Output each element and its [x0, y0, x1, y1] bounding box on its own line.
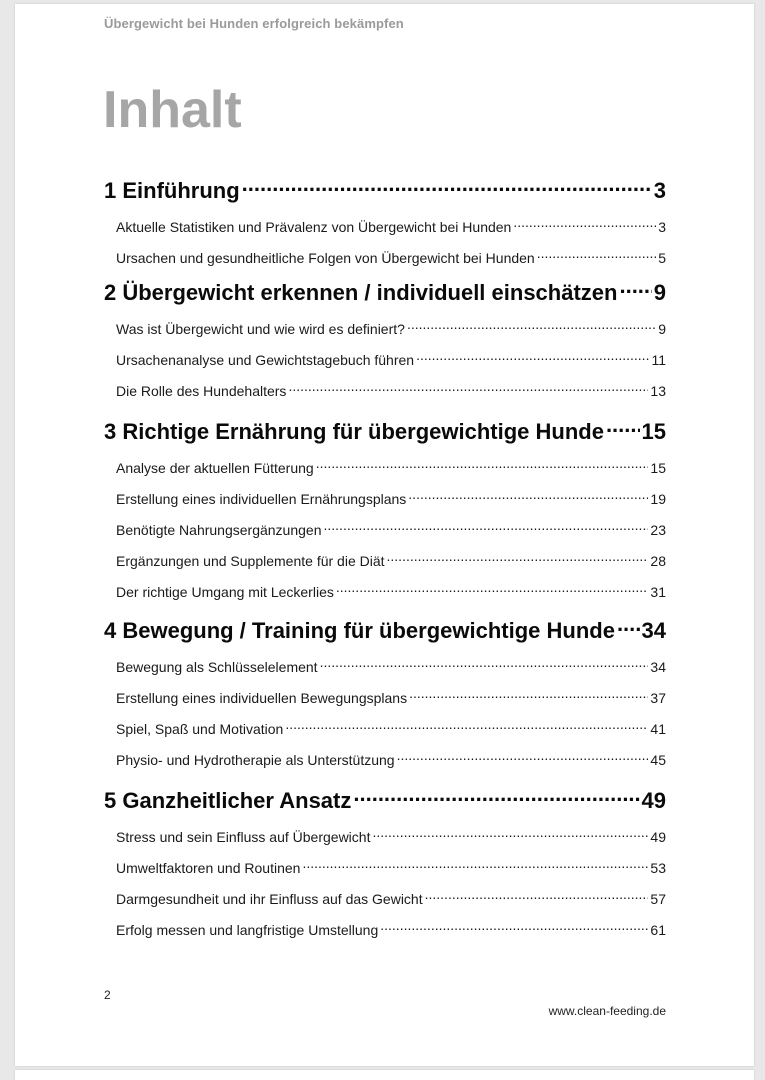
toc-section-page: 45	[650, 752, 666, 768]
toc-section-page: 49	[650, 829, 666, 845]
toc-chapter-page: 9	[653, 280, 666, 305]
toc-dot-leader	[353, 780, 639, 808]
toc-dot-leader	[425, 884, 649, 904]
footer-url[interactable]: www.clean-feeding.de	[548, 1004, 666, 1018]
toc-section-entry[interactable]	[116, 314, 666, 337]
toc-dot-leader	[407, 314, 656, 334]
toc-section-page: 53	[650, 860, 666, 876]
toc-chapter-page: 49	[641, 788, 666, 813]
next-page-edge	[15, 1070, 754, 1080]
toc-title: Inhalt	[103, 81, 242, 139]
toc-dot-leader	[617, 610, 640, 638]
toc-dot-leader	[416, 345, 649, 365]
toc-section-entry[interactable]	[116, 884, 666, 907]
toc-chapter-entry[interactable]	[104, 170, 666, 203]
toc-dot-leader	[380, 915, 648, 935]
toc-chapter-label: 3 Richtige Ernährung für übergewichtige Hunde	[104, 419, 604, 444]
toc-chapter-label: 5 Ganzheitlicher Ansatz	[104, 788, 352, 813]
running-header: Übergewicht bei Hunden erfolgreich bekämpfen	[104, 16, 404, 31]
toc-section-page: 31	[650, 584, 666, 600]
toc-dot-leader	[320, 652, 649, 672]
toc-section-entry[interactable]	[116, 683, 666, 706]
toc-section-page: 34	[650, 659, 666, 675]
toc-section-label: Aktuelle Statistiken und Prävalenz von Übergewicht bei Hunden	[116, 219, 512, 235]
toc-dot-leader	[302, 853, 648, 873]
toc-section-label: Darmgesundheit und ihr Einfluss auf das Gewicht	[116, 891, 423, 907]
toc-dot-leader	[285, 714, 648, 734]
toc-chapter-label: 2 Übergewicht erkennen / individuell einschätzen	[104, 280, 618, 305]
document-page	[15, 4, 754, 1066]
toc-section-entry[interactable]	[116, 652, 666, 675]
toc-chapter-page: 34	[641, 618, 666, 643]
toc-section-entry[interactable]	[116, 853, 666, 876]
toc-section-label: Stress und sein Einfluss auf Übergewicht	[116, 829, 371, 845]
toc-section-label: Ergänzungen und Supplemente für die Diät	[116, 553, 385, 569]
toc-section-page: 15	[650, 460, 666, 476]
page-number: 2	[104, 988, 111, 1002]
toc-section-entry[interactable]	[116, 577, 666, 600]
toc-section-page: 28	[650, 553, 666, 569]
toc-section-entry[interactable]	[116, 453, 666, 476]
toc-section-page: 23	[650, 522, 666, 538]
toc-chapter-entry[interactable]	[104, 610, 666, 643]
toc-chapter-page: 3	[653, 178, 666, 203]
toc-section-entry[interactable]	[116, 546, 666, 569]
toc-chapter-label: 4 Bewegung / Training für übergewichtige Hunde	[104, 618, 615, 643]
toc-dot-leader	[513, 212, 656, 232]
toc-section-label: Umweltfaktoren und Routinen	[116, 860, 301, 876]
toc-dot-leader	[409, 683, 648, 703]
toc-section-page: 41	[650, 721, 666, 737]
toc-section-label: Der richtige Umgang mit Leckerlies	[116, 584, 334, 600]
toc-section-label: Benötigte Nahrungsergänzungen	[116, 522, 322, 538]
toc-dot-leader	[387, 546, 649, 566]
toc-dot-leader	[316, 453, 649, 473]
toc-section-entry[interactable]	[116, 915, 666, 938]
toc-section-page: 9	[658, 321, 666, 337]
toc-section-entry[interactable]	[116, 212, 666, 235]
toc-section-label: Bewegung als Schlüsselelement	[116, 659, 318, 675]
toc-dot-leader	[336, 577, 649, 597]
toc-section-label: Ursachenanalyse und Gewichtstagebuch führen	[116, 352, 415, 368]
toc-dot-leader	[288, 376, 648, 396]
toc-section-page: 5	[658, 250, 666, 266]
toc-section-page: 57	[650, 891, 666, 907]
toc-section-page: 3	[658, 219, 666, 235]
toc-dot-leader	[324, 515, 649, 535]
toc-section-label: Erstellung eines individuellen Bewegungsplans	[116, 690, 408, 706]
toc-section-page: 61	[650, 922, 666, 938]
toc-section-page: 11	[651, 352, 666, 368]
toc-chapter-page: 15	[641, 419, 666, 444]
toc-section-label: Spiel, Spaß und Motivation	[116, 721, 284, 737]
toc-section-entry[interactable]	[116, 745, 666, 768]
toc-section-page: 13	[650, 383, 666, 399]
toc-section-label: Was ist Übergewicht und wie wird es definiert?	[116, 321, 405, 337]
toc-chapter-label: 1 Einführung	[104, 178, 240, 203]
toc-section-entry[interactable]	[116, 376, 666, 399]
toc-section-entry[interactable]	[116, 345, 666, 368]
toc-dot-leader	[242, 170, 652, 198]
toc-dot-leader	[606, 411, 640, 439]
toc-dot-leader	[619, 272, 651, 300]
toc-section-page: 37	[650, 690, 666, 706]
toc-dot-leader	[408, 484, 648, 504]
toc-section-label: Analyse der aktuellen Fütterung	[116, 460, 314, 476]
toc-section-label: Die Rolle des Hundehalters	[116, 383, 287, 399]
toc-section-entry[interactable]	[116, 484, 666, 507]
toc-section-label: Physio- und Hydrotherapie als Unterstützung	[116, 752, 395, 768]
toc-dot-leader	[372, 822, 648, 842]
toc-section-page: 19	[650, 491, 666, 507]
toc-section-entry[interactable]	[116, 822, 666, 845]
toc-chapter-entry[interactable]	[104, 272, 666, 305]
toc-section-entry[interactable]	[116, 714, 666, 737]
toc-chapter-entry[interactable]	[104, 411, 666, 444]
toc-section-label: Erfolg messen und langfristige Umstellung	[116, 922, 379, 938]
toc-section-label: Ursachen und gesundheitliche Folgen von Übergewicht bei Hunden	[116, 250, 535, 266]
toc-section-entry[interactable]	[116, 515, 666, 538]
toc-dot-leader	[537, 243, 656, 263]
toc-chapter-entry[interactable]	[104, 780, 666, 813]
toc-section-entry[interactable]	[116, 243, 666, 266]
toc-section-label: Erstellung eines individuellen Ernährungsplans	[116, 491, 407, 507]
toc-dot-leader	[397, 745, 649, 765]
